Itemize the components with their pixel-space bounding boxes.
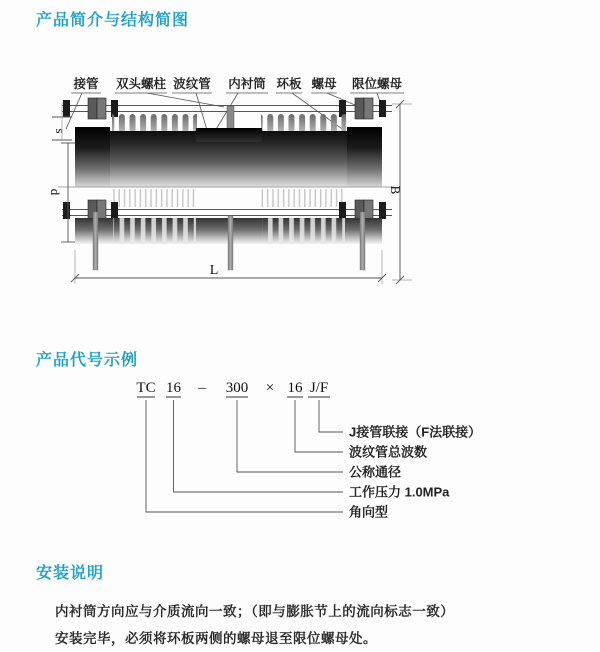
product-code-diagram — [136, 380, 481, 520]
section-title-intro: 产品简介与结构简图 — [36, 12, 190, 29]
lower-view — [62, 189, 392, 270]
dimension-B — [388, 100, 412, 284]
part-label-xianwei: 限位螺母 — [351, 77, 403, 91]
callout-type: 角向型 — [349, 504, 389, 520]
part-label-luomu: 螺母 — [311, 77, 337, 91]
part-label-neichentong: 内衬筒 — [228, 77, 266, 91]
callout-diameter: 公称通径 — [349, 464, 402, 480]
structure-diagram — [48, 76, 412, 284]
nut-left-top-b — [97, 98, 106, 119]
part-label-shuangtou: 双头螺柱 — [115, 77, 167, 91]
installation-note-2: 安装完毕，必须将环板两侧的螺母退至限位螺母处。 — [55, 631, 377, 646]
code-seg-times: × — [265, 380, 275, 396]
code-seg-connection: J/F — [309, 380, 329, 396]
dim-label-d: d — [48, 188, 63, 196]
code-seg-waves: 16 — [287, 380, 303, 396]
ring-plate-right — [347, 127, 382, 187]
bellows-right — [261, 114, 346, 133]
callout-connection: J接管联接（F法联接） — [349, 424, 482, 440]
code-callouts — [349, 425, 481, 520]
part-label-huanban: 环板 — [276, 77, 302, 91]
part-labels — [72, 76, 402, 91]
bellows-left — [112, 114, 197, 133]
dim-label-B: B — [388, 185, 403, 195]
callout-pressure: 工作压力 1.0MPa — [349, 484, 450, 500]
part-label-jieguan: 接管 — [73, 77, 99, 91]
dimension-d — [48, 143, 75, 242]
nut-left-top-a — [88, 98, 97, 119]
ring-plate-left — [75, 127, 110, 187]
nut-right-top-b — [355, 98, 364, 119]
code-seg-diameter: 300 — [225, 380, 249, 396]
dim-label-s: s — [53, 128, 68, 134]
section-title-installation: 安装说明 — [36, 565, 105, 582]
code-seg-type: TC — [136, 380, 156, 396]
limit-nut-left-top — [63, 100, 70, 117]
limit-nut-right-top — [379, 100, 386, 117]
part-label-bowenguan: 波纹管 — [173, 77, 211, 91]
nut-right-top-c — [364, 98, 373, 119]
installation-note-1: 内衬筒方向应与介质流向一致；（即与膨胀节上的流向标志一致） — [55, 604, 455, 619]
code-seg-dash: – — [198, 380, 206, 396]
code-seg-pressure: 16 — [166, 380, 181, 396]
dim-label-L: L — [209, 263, 219, 278]
section-title-code-example: 产品代号示例 — [36, 352, 139, 369]
code-connectors — [146, 400, 343, 512]
callout-waves: 波纹管总波数 — [349, 444, 428, 460]
code-segments — [136, 380, 328, 396]
inner-liner — [196, 128, 262, 142]
